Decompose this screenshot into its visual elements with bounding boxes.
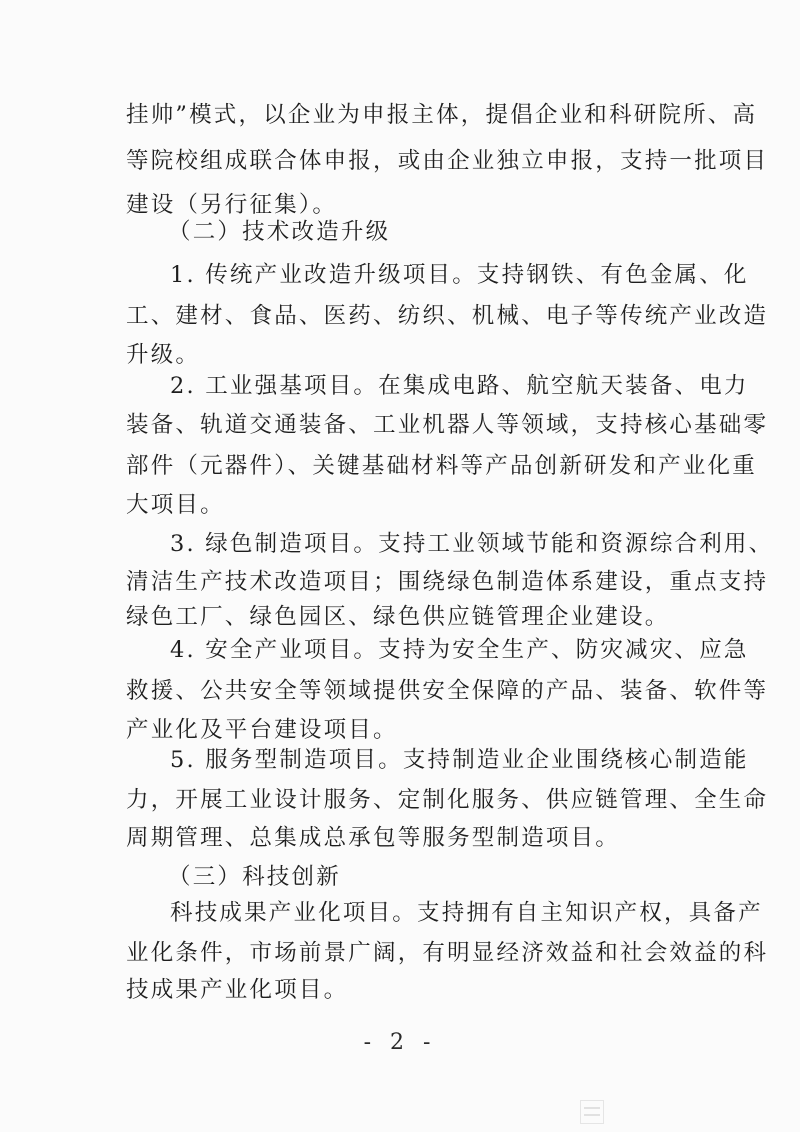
text-line: 技成果产业化项目。 [126,977,349,1003]
section-heading: （三）科技创新 [168,864,341,890]
text-line: 工、建材、食品、医药、纺织、机械、电子等传统产业改造 [126,303,769,329]
text-line: 业化条件，市场前景广阔，有明显经济效益和社会效益的科 [126,940,769,966]
text-line: 周期管理、总集成总承包等服务型制造项目。 [126,825,621,851]
text-line: 5. 服务型制造项目。支持制造业企业围绕核心制造能 [170,747,749,773]
text-line: 2. 工业强基项目。在集成电路、航空航天装备、电力 [170,373,749,399]
text-line: 等院校组成联合体申报，或由企业独立申报，支持一批项目 [126,148,769,174]
text-line: 1. 传统产业改造升级项目。支持钢铁、有色金属、化 [170,262,749,288]
text-line: 装备、轨道交通装备、工业机器人等领域，支持核心基础零 [126,412,769,438]
text-line: 力，开展工业设计服务、定制化服务、供应链管理、全生命 [126,787,769,813]
seal-stamp-icon [580,1100,604,1124]
text-line: 绿色工厂、绿色园区、绿色供应链管理企业建设。 [126,604,670,630]
text-line: 部件（元器件）、关键基础材料等产品创新研发和产业化重 [126,453,757,479]
text-line: 4. 安全产业项目。支持为安全生产、防灾减灾、应急 [170,637,749,663]
text-line: 挂帅”模式，以企业为申报主体，提倡企业和科研院所、高 [126,102,758,128]
text-line: 建设（另行征集）。 [126,192,338,218]
text-line: 3. 绿色制造项目。支持工业领域节能和资源综合利用、 [170,531,774,557]
section-heading: （二）技术改造升级 [168,219,391,245]
text-line: 大项目。 [126,492,225,518]
text-line: 科技成果产业化项目。支持拥有自主知识产权，具备产 [170,900,763,926]
text-line: 升级。 [126,342,201,368]
text-line: 救援、公共安全等领域提供安全保障的产品、装备、软件等 [126,678,769,704]
text-line: 清洁生产技术改造项目；围绕绿色制造体系建设，重点支持 [126,569,769,595]
page-number: - 2 - [363,1030,437,1055]
text-line: 产业化及平台建设项目。 [126,717,398,743]
